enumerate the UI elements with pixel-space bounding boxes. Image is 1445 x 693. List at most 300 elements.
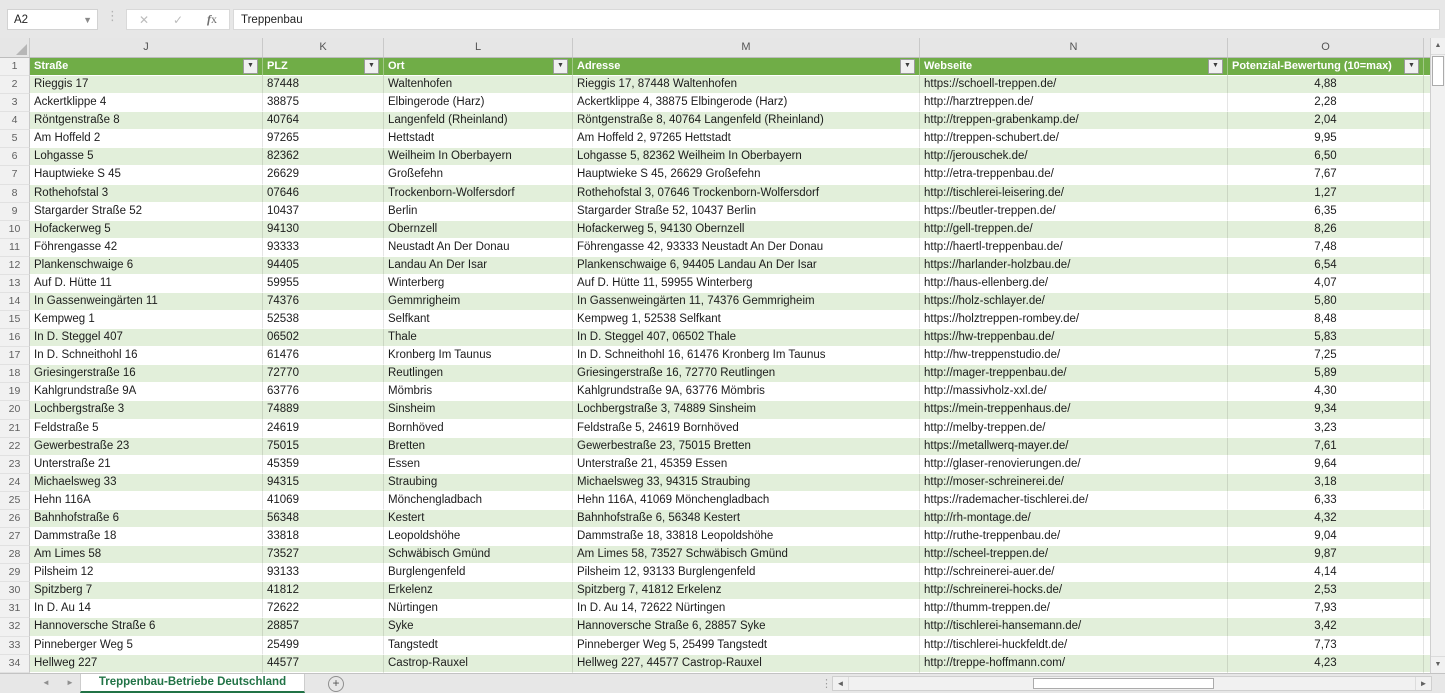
cell-strasse[interactable]: Plankenschwaige 6 bbox=[30, 257, 263, 275]
cell-webseite[interactable]: http://tischlerei-hansemann.de/ bbox=[920, 618, 1228, 636]
cell-ort[interactable]: Bretten bbox=[384, 438, 573, 456]
table-row bbox=[0, 438, 1430, 456]
table-row bbox=[0, 420, 1430, 438]
row-header[interactable]: 11 bbox=[0, 239, 30, 257]
row-header[interactable]: 10 bbox=[0, 221, 30, 239]
cell-adresse[interactable]: Föhrengasse 42, 93333 Neustadt An Der Donau bbox=[573, 239, 920, 257]
cell-webseite[interactable]: https://rademacher-tischlerei.de/ bbox=[920, 492, 1228, 510]
cell-strasse[interactable]: Hannoversche Straße 6 bbox=[30, 618, 263, 636]
cell-strasse[interactable]: Hauptwieke S 45 bbox=[30, 166, 263, 184]
row-header[interactable]: 15 bbox=[0, 311, 30, 329]
row-header[interactable]: 21 bbox=[0, 420, 30, 438]
table-row bbox=[0, 166, 1430, 184]
cell-plz[interactable]: 33818 bbox=[263, 528, 384, 546]
cell-plz[interactable]: 10437 bbox=[263, 203, 384, 221]
cell-ort[interactable]: Trockenborn-Wolfersdorf bbox=[384, 185, 573, 203]
cell-ort[interactable]: Erkelenz bbox=[384, 582, 573, 600]
cell-ort[interactable]: Winterberg bbox=[384, 275, 573, 293]
row-header[interactable]: 14 bbox=[0, 293, 30, 311]
cell-ort[interactable]: Nürtingen bbox=[384, 600, 573, 618]
cell-potenzial[interactable]: 7,25 bbox=[1228, 347, 1424, 365]
cell-strasse[interactable]: In D. Schneithohl 16 bbox=[30, 347, 263, 365]
cell-strasse[interactable]: Michaelsweg 33 bbox=[30, 474, 263, 492]
cell-strasse[interactable]: Griesingerstraße 16 bbox=[30, 365, 263, 383]
scroll-right-icon[interactable]: ► bbox=[1415, 677, 1431, 690]
sheet-nav-right-icon[interactable]: ► bbox=[66, 678, 74, 687]
header-cell-strasse[interactable] bbox=[30, 58, 263, 76]
cell-strasse[interactable]: Hehn 116A bbox=[30, 492, 263, 510]
filter-dropdown-icon[interactable]: ▼ bbox=[1208, 59, 1223, 74]
cell-plz[interactable]: 72622 bbox=[263, 600, 384, 618]
cell-strasse[interactable]: Rothehofstal 3 bbox=[30, 185, 263, 203]
column-letter-N[interactable]: N bbox=[920, 38, 1228, 57]
cell-plz[interactable]: 94315 bbox=[263, 474, 384, 492]
cell-adresse[interactable]: In D. Schneithohl 16, 61476 Kronberg Im Taunus bbox=[573, 347, 920, 365]
column-letter-K[interactable]: K bbox=[263, 38, 384, 57]
cell-ort[interactable]: Kronberg Im Taunus bbox=[384, 347, 573, 365]
header-cell-plz[interactable] bbox=[263, 58, 384, 76]
chevron-down-icon[interactable]: ▼ bbox=[83, 14, 92, 25]
row-header[interactable]: 20 bbox=[0, 401, 30, 419]
cell-webseite[interactable]: http://schreinerei-hocks.de/ bbox=[920, 582, 1228, 600]
row-header[interactable]: 33 bbox=[0, 637, 30, 655]
row-header[interactable]: 23 bbox=[0, 456, 30, 474]
column-letter-M[interactable]: M bbox=[573, 38, 920, 57]
filter-dropdown-icon[interactable]: ▼ bbox=[364, 59, 379, 74]
cell-ort[interactable]: Thale bbox=[384, 329, 573, 347]
cell-webseite[interactable]: https://schoell-treppen.de/ bbox=[920, 76, 1228, 94]
cell-plz[interactable]: 94130 bbox=[263, 221, 384, 239]
cell-strasse[interactable]: Hellweg 227 bbox=[30, 655, 263, 673]
sheet-tab-treppenbau[interactable] bbox=[80, 674, 305, 693]
cell-webseite[interactable]: https://metallwerq-mayer.de/ bbox=[920, 438, 1228, 456]
cell-webseite[interactable]: http://ruthe-treppenbau.de/ bbox=[920, 528, 1228, 546]
cancel-icon[interactable]: ✕ bbox=[138, 12, 150, 27]
cell-adresse[interactable]: Am Hoffeld 2, 97265 Hettstadt bbox=[573, 130, 920, 148]
table-row bbox=[0, 492, 1430, 510]
row-header[interactable]: 17 bbox=[0, 347, 30, 365]
cell-strasse[interactable]: Pilsheim 12 bbox=[30, 564, 263, 582]
cell-adresse[interactable]: Michaelsweg 33, 94315 Straubing bbox=[573, 474, 920, 492]
horizontal-scroll-thumb[interactable] bbox=[1033, 678, 1214, 689]
cell-ort[interactable]: Selfkant bbox=[384, 311, 573, 329]
cell-webseite[interactable]: http://melby-treppen.de/ bbox=[920, 420, 1228, 438]
cell-ort[interactable]: Kestert bbox=[384, 510, 573, 528]
cell-plz[interactable]: 61476 bbox=[263, 347, 384, 365]
name-box-value: A2 bbox=[14, 13, 29, 26]
row-header[interactable]: 30 bbox=[0, 582, 30, 600]
table-row bbox=[0, 130, 1430, 148]
cell-potenzial[interactable]: 4,30 bbox=[1228, 383, 1424, 401]
cell-adresse[interactable]: Kahlgrundstraße 9A, 63776 Mömbris bbox=[573, 383, 920, 401]
cell-webseite[interactable]: http://scheel-treppen.de/ bbox=[920, 546, 1228, 564]
cell-ort[interactable]: Leopoldshöhe bbox=[384, 528, 573, 546]
row-header[interactable]: 26 bbox=[0, 510, 30, 528]
cell-adresse[interactable]: Hauptwieke S 45, 26629 Großefehn bbox=[573, 166, 920, 184]
cell-potenzial[interactable]: 9,34 bbox=[1228, 401, 1424, 419]
table-row bbox=[0, 655, 1430, 673]
table-row bbox=[0, 546, 1430, 564]
row-header[interactable]: 18 bbox=[0, 365, 30, 383]
table-row bbox=[0, 203, 1430, 221]
formula-bar-strip bbox=[0, 0, 1445, 38]
column-letter-J[interactable]: J bbox=[30, 38, 263, 57]
scroll-left-icon[interactable]: ◄ bbox=[833, 677, 849, 690]
cell-strasse[interactable]: Dammstraße 18 bbox=[30, 528, 263, 546]
cell-adresse[interactable]: Rothehofstal 3, 07646 Trockenborn-Wolfersdorf bbox=[573, 185, 920, 203]
cell-potenzial[interactable]: 4,32 bbox=[1228, 510, 1424, 528]
cell-adresse[interactable]: Stargarder Straße 52, 10437 Berlin bbox=[573, 203, 920, 221]
cell-plz[interactable]: 75015 bbox=[263, 438, 384, 456]
cell-webseite[interactable]: https://harlander-holzbau.de/ bbox=[920, 257, 1228, 275]
cell-ort[interactable]: Castrop-Rauxel bbox=[384, 655, 573, 673]
cell-plz[interactable]: 45359 bbox=[263, 456, 384, 474]
cell-strasse[interactable]: Hofackerweg 5 bbox=[30, 221, 263, 239]
cell-adresse[interactable]: Hellweg 227, 44577 Castrop-Rauxel bbox=[573, 655, 920, 673]
cell-strasse[interactable]: Lochbergstraße 3 bbox=[30, 401, 263, 419]
cell-potenzial[interactable]: 4,88 bbox=[1228, 76, 1424, 94]
cell-strasse[interactable]: Röntgenstraße 8 bbox=[30, 112, 263, 130]
cell-webseite[interactable]: http://jerouschek.de/ bbox=[920, 148, 1228, 166]
cell-potenzial[interactable]: 6,54 bbox=[1228, 257, 1424, 275]
cell-potenzial[interactable]: 4,14 bbox=[1228, 564, 1424, 582]
cell-ort[interactable]: Sinsheim bbox=[384, 401, 573, 419]
filter-dropdown-icon[interactable]: ▼ bbox=[553, 59, 568, 74]
scroll-up-icon[interactable]: ▲ bbox=[1431, 38, 1445, 55]
cell-webseite[interactable]: https://mein-treppenhaus.de/ bbox=[920, 401, 1228, 419]
table-row bbox=[0, 383, 1430, 401]
cell-potenzial[interactable]: 9,64 bbox=[1228, 456, 1424, 474]
cell-strasse[interactable]: Lohgasse 5 bbox=[30, 148, 263, 166]
cell-potenzial[interactable]: 4,07 bbox=[1228, 275, 1424, 293]
horizontal-scrollbar[interactable] bbox=[832, 676, 1432, 691]
cell-plz[interactable]: 97265 bbox=[263, 130, 384, 148]
cell-potenzial[interactable]: 1,27 bbox=[1228, 185, 1424, 203]
row-header[interactable]: 27 bbox=[0, 528, 30, 546]
row-header[interactable]: 4 bbox=[0, 112, 30, 130]
cell-webseite[interactable]: http://schreinerei-auer.de/ bbox=[920, 564, 1228, 582]
cell-ort[interactable]: Elbingerode (Harz) bbox=[384, 94, 573, 112]
table-row bbox=[0, 582, 1430, 600]
cell-webseite[interactable]: http://rh-montage.de/ bbox=[920, 510, 1228, 528]
cell-plz[interactable]: 44577 bbox=[263, 655, 384, 673]
cell-webseite[interactable]: http://haertl-treppenbau.de/ bbox=[920, 239, 1228, 257]
cell-strasse[interactable]: Stargarder Straße 52 bbox=[30, 203, 263, 221]
cell-plz[interactable]: 74889 bbox=[263, 401, 384, 419]
cell-potenzial[interactable]: 7,48 bbox=[1228, 239, 1424, 257]
cell-adresse[interactable]: Bahnhofstraße 6, 56348 Kestert bbox=[573, 510, 920, 528]
cell-plz[interactable]: 63776 bbox=[263, 383, 384, 401]
vertical-scroll-thumb[interactable] bbox=[1432, 56, 1444, 86]
cell-strasse[interactable]: Gewerbestraße 23 bbox=[30, 438, 263, 456]
sheet-tab-label: Treppenbau-Betriebe Deutschland bbox=[98, 676, 287, 688]
filter-dropdown-icon[interactable]: ▼ bbox=[900, 59, 915, 74]
name-box[interactable] bbox=[7, 9, 98, 30]
cell-adresse[interactable]: Griesingerstraße 16, 72770 Reutlingen bbox=[573, 365, 920, 383]
cell-adresse[interactable]: Gewerbestraße 23, 75015 Bretten bbox=[573, 438, 920, 456]
cell-potenzial[interactable]: 3,23 bbox=[1228, 420, 1424, 438]
cell-adresse[interactable]: Am Limes 58, 73527 Schwäbisch Gmünd bbox=[573, 546, 920, 564]
cell-ort[interactable]: Langenfeld (Rheinland) bbox=[384, 112, 573, 130]
row-header[interactable]: 28 bbox=[0, 546, 30, 564]
cell-webseite[interactable]: http://harztreppen.de/ bbox=[920, 94, 1228, 112]
table-row bbox=[0, 637, 1430, 655]
cell-potenzial[interactable]: 8,26 bbox=[1228, 221, 1424, 239]
row-header[interactable]: 19 bbox=[0, 383, 30, 401]
cell-ort[interactable]: Syke bbox=[384, 618, 573, 636]
cell-webseite[interactable]: http://treppen-grabenkamp.de/ bbox=[920, 112, 1228, 130]
cell-adresse[interactable]: In Gassenweingärten 11, 74376 Gemmrigheim bbox=[573, 293, 920, 311]
cell-adresse[interactable]: Pinneberger Weg 5, 25499 Tangstedt bbox=[573, 637, 920, 655]
row-header[interactable]: 5 bbox=[0, 130, 30, 148]
cell-strasse[interactable]: Am Limes 58 bbox=[30, 546, 263, 564]
cell-adresse[interactable]: In D. Steggel 407, 06502 Thale bbox=[573, 329, 920, 347]
insert-function-icon[interactable]: fx bbox=[207, 12, 217, 26]
cell-adresse[interactable]: Lochbergstraße 3, 74889 Sinsheim bbox=[573, 401, 920, 419]
select-all-corner[interactable] bbox=[0, 38, 30, 57]
cell-strasse[interactable]: Bahnhofstraße 6 bbox=[30, 510, 263, 528]
cell-ort[interactable]: Schwäbisch Gmünd bbox=[384, 546, 573, 564]
column-letter-L[interactable]: L bbox=[384, 38, 573, 57]
cell-strasse[interactable]: Föhrengasse 42 bbox=[30, 239, 263, 257]
column-header-label: Straße bbox=[34, 60, 69, 73]
cell-adresse[interactable]: Lohgasse 5, 82362 Weilheim In Oberbayern bbox=[573, 148, 920, 166]
row-header[interactable]: 13 bbox=[0, 275, 30, 293]
cell-plz[interactable]: 07646 bbox=[263, 185, 384, 203]
row-header[interactable]: 29 bbox=[0, 564, 30, 582]
cell-potenzial[interactable]: 5,83 bbox=[1228, 329, 1424, 347]
column-letter-O[interactable]: O bbox=[1228, 38, 1424, 57]
cell-ort[interactable]: Waltenhofen bbox=[384, 76, 573, 94]
row-header[interactable]: 31 bbox=[0, 600, 30, 618]
splitter-dots-icon[interactable]: ⋮ bbox=[821, 678, 832, 690]
row-header[interactable]: 7 bbox=[0, 166, 30, 184]
cell-potenzial[interactable]: 5,80 bbox=[1228, 293, 1424, 311]
cell-webseite[interactable]: http://massivholz-xxl.de/ bbox=[920, 383, 1228, 401]
cell-adresse[interactable]: Ackertklippe 4, 38875 Elbingerode (Harz) bbox=[573, 94, 920, 112]
cell-ort[interactable]: Weilheim In Oberbayern bbox=[384, 148, 573, 166]
cell-plz[interactable]: 59955 bbox=[263, 275, 384, 293]
cell-strasse[interactable]: Feldstraße 5 bbox=[30, 420, 263, 438]
cell-plz[interactable]: 93133 bbox=[263, 564, 384, 582]
cell-strasse[interactable]: Auf D. Hütte 11 bbox=[30, 275, 263, 293]
cell-plz[interactable]: 52538 bbox=[263, 311, 384, 329]
cell-ort[interactable]: Bornhöved bbox=[384, 420, 573, 438]
cell-potenzial[interactable]: 2,28 bbox=[1228, 94, 1424, 112]
cell-strasse[interactable]: Pinneberger Weg 5 bbox=[30, 637, 263, 655]
cell-adresse[interactable]: Hannoversche Straße 6, 28857 Syke bbox=[573, 618, 920, 636]
cell-plz[interactable]: 93333 bbox=[263, 239, 384, 257]
cell-strasse[interactable]: Rieggis 17 bbox=[30, 76, 263, 94]
cell-webseite[interactable]: http://tischlerei-leisering.de/ bbox=[920, 185, 1228, 203]
enter-icon[interactable]: ✓ bbox=[172, 12, 184, 27]
cell-webseite[interactable]: http://tischlerei-huckfeldt.de/ bbox=[920, 637, 1228, 655]
cell-ort[interactable]: Tangstedt bbox=[384, 637, 573, 655]
cell-potenzial[interactable]: 7,61 bbox=[1228, 438, 1424, 456]
row-header[interactable]: 24 bbox=[0, 474, 30, 492]
cell-ort[interactable]: Mönchengladbach bbox=[384, 492, 573, 510]
row-header[interactable]: 3 bbox=[0, 94, 30, 112]
filter-dropdown-icon[interactable]: ▼ bbox=[1404, 59, 1419, 74]
cell-ort[interactable]: Mömbris bbox=[384, 383, 573, 401]
cell-adresse[interactable]: In D. Au 14, 72622 Nürtingen bbox=[573, 600, 920, 618]
cell-plz[interactable]: 28857 bbox=[263, 618, 384, 636]
table-row bbox=[0, 365, 1430, 383]
cell-potenzial[interactable]: 9,95 bbox=[1228, 130, 1424, 148]
cell-adresse[interactable]: Hehn 116A, 41069 Mönchengladbach bbox=[573, 492, 920, 510]
cell-potenzial[interactable]: 9,04 bbox=[1228, 528, 1424, 546]
cell-strasse[interactable]: In D. Au 14 bbox=[30, 600, 263, 618]
row-header[interactable]: 9 bbox=[0, 203, 30, 221]
cell-ort[interactable]: Neustadt An Der Donau bbox=[384, 239, 573, 257]
cell-plz[interactable]: 56348 bbox=[263, 510, 384, 528]
cell-webseite[interactable]: http://treppe-hoffmann.com/ bbox=[920, 655, 1228, 673]
header-cell-ort[interactable] bbox=[384, 58, 573, 76]
header-cell-potenzial[interactable] bbox=[1228, 58, 1424, 76]
cell-strasse[interactable]: Ackertklippe 4 bbox=[30, 94, 263, 112]
table-row bbox=[0, 510, 1430, 528]
cell-adresse[interactable]: Unterstraße 21, 45359 Essen bbox=[573, 456, 920, 474]
cell-ort[interactable]: Gemmrigheim bbox=[384, 293, 573, 311]
cell-plz[interactable]: 40764 bbox=[263, 112, 384, 130]
table-row bbox=[0, 600, 1430, 618]
header-cell-webseite[interactable] bbox=[920, 58, 1228, 76]
row-header[interactable]: 16 bbox=[0, 329, 30, 347]
cell-strasse[interactable]: In Gassenweingärten 11 bbox=[30, 293, 263, 311]
cell-potenzial[interactable]: 9,87 bbox=[1228, 546, 1424, 564]
cell-potenzial[interactable]: 3,18 bbox=[1228, 474, 1424, 492]
sheet-nav-left-icon[interactable]: ◄ bbox=[42, 678, 50, 687]
cell-adresse[interactable]: Rieggis 17, 87448 Waltenhofen bbox=[573, 76, 920, 94]
cell-strasse[interactable]: Kahlgrundstraße 9A bbox=[30, 383, 263, 401]
table-row bbox=[0, 76, 1430, 94]
cell-ort[interactable]: Reutlingen bbox=[384, 365, 573, 383]
cell-webseite[interactable]: https://hw-treppenbau.de/ bbox=[920, 329, 1228, 347]
cell-potenzial[interactable]: 6,33 bbox=[1228, 492, 1424, 510]
cell-adresse[interactable]: Röntgenstraße 8, 40764 Langenfeld (Rheinland) bbox=[573, 112, 920, 130]
cell-plz[interactable]: 94405 bbox=[263, 257, 384, 275]
cell-strasse[interactable]: Am Hoffeld 2 bbox=[30, 130, 263, 148]
row-header[interactable]: 6 bbox=[0, 148, 30, 166]
row-header[interactable]: 2 bbox=[0, 76, 30, 94]
table-row bbox=[0, 221, 1430, 239]
cell-strasse[interactable]: Spitzberg 7 bbox=[30, 582, 263, 600]
cell-potenzial[interactable]: 3,42 bbox=[1228, 618, 1424, 636]
cell-plz[interactable]: 24619 bbox=[263, 420, 384, 438]
row-header[interactable]: 12 bbox=[0, 257, 30, 275]
cell-webseite[interactable]: http://gell-treppen.de/ bbox=[920, 221, 1228, 239]
row-header[interactable]: 25 bbox=[0, 492, 30, 510]
cell-plz[interactable]: 26629 bbox=[263, 166, 384, 184]
cell-potenzial[interactable]: 8,48 bbox=[1228, 311, 1424, 329]
row-header[interactable]: 22 bbox=[0, 438, 30, 456]
cell-strasse[interactable]: In D. Steggel 407 bbox=[30, 329, 263, 347]
cell-adresse[interactable]: Auf D. Hütte 11, 59955 Winterberg bbox=[573, 275, 920, 293]
column-headers bbox=[0, 38, 1430, 58]
vertical-scrollbar[interactable] bbox=[1430, 38, 1445, 673]
cell-plz[interactable]: 74376 bbox=[263, 293, 384, 311]
formula-text: Treppenbau bbox=[241, 13, 303, 26]
table-row bbox=[0, 564, 1430, 582]
cell-potenzial[interactable]: 5,89 bbox=[1228, 365, 1424, 383]
cell-potenzial[interactable]: 7,93 bbox=[1228, 600, 1424, 618]
table-row bbox=[0, 474, 1430, 492]
cell-ort[interactable]: Straubing bbox=[384, 474, 573, 492]
row-header[interactable]: 32 bbox=[0, 618, 30, 636]
cell-ort[interactable]: Burglengenfeld bbox=[384, 564, 573, 582]
row-header[interactable]: 34 bbox=[0, 655, 30, 673]
cell-adresse[interactable]: Spitzberg 7, 41812 Erkelenz bbox=[573, 582, 920, 600]
table-row bbox=[0, 528, 1430, 546]
row-header[interactable]: 8 bbox=[0, 185, 30, 203]
cell-ort[interactable]: Essen bbox=[384, 456, 573, 474]
cell-plz[interactable]: 38875 bbox=[263, 94, 384, 112]
scroll-down-icon[interactable]: ▼ bbox=[1431, 656, 1445, 673]
cell-webseite[interactable]: http://treppen-schubert.de/ bbox=[920, 130, 1228, 148]
cell-webseite[interactable]: http://haus-ellenberg.de/ bbox=[920, 275, 1228, 293]
row-header-1[interactable]: 1 bbox=[0, 58, 30, 76]
cell-adresse[interactable]: Feldstraße 5, 24619 Bornhöved bbox=[573, 420, 920, 438]
cell-plz[interactable]: 41812 bbox=[263, 582, 384, 600]
cell-webseite[interactable]: https://holztreppen-rombey.de/ bbox=[920, 311, 1228, 329]
cell-webseite[interactable]: https://holz-schlayer.de/ bbox=[920, 293, 1228, 311]
cell-adresse[interactable]: Plankenschwaige 6, 94405 Landau An Der Isar bbox=[573, 257, 920, 275]
column-header-label: Webseite bbox=[924, 60, 973, 73]
cell-potenzial[interactable]: 6,50 bbox=[1228, 148, 1424, 166]
cell-adresse[interactable]: Dammstraße 18, 33818 Leopoldshöhe bbox=[573, 528, 920, 546]
cell-strasse[interactable]: Kempweg 1 bbox=[30, 311, 263, 329]
cell-potenzial[interactable]: 7,73 bbox=[1228, 637, 1424, 655]
cell-adresse[interactable]: Kempweg 1, 52538 Selfkant bbox=[573, 311, 920, 329]
header-cell-adresse[interactable] bbox=[573, 58, 920, 76]
cell-adresse[interactable]: Hofackerweg 5, 94130 Obernzell bbox=[573, 221, 920, 239]
table-row bbox=[0, 275, 1430, 293]
cell-webseite[interactable]: http://mager-treppenbau.de/ bbox=[920, 365, 1228, 383]
cell-potenzial[interactable]: 2,53 bbox=[1228, 582, 1424, 600]
cell-potenzial[interactable]: 6,35 bbox=[1228, 203, 1424, 221]
cell-adresse[interactable]: Pilsheim 12, 93133 Burglengenfeld bbox=[573, 564, 920, 582]
cell-plz[interactable]: 25499 bbox=[263, 637, 384, 655]
cell-ort[interactable]: Landau An Der Isar bbox=[384, 257, 573, 275]
cell-ort[interactable]: Hettstadt bbox=[384, 130, 573, 148]
cell-potenzial[interactable]: 4,23 bbox=[1228, 655, 1424, 673]
cell-webseite[interactable]: http://glaser-renovierungen.de/ bbox=[920, 456, 1228, 474]
cell-ort[interactable]: Obernzell bbox=[384, 221, 573, 239]
cell-strasse[interactable]: Unterstraße 21 bbox=[30, 456, 263, 474]
cell-webseite[interactable]: http://thumm-treppen.de/ bbox=[920, 600, 1228, 618]
cell-plz[interactable]: 73527 bbox=[263, 546, 384, 564]
cell-ort[interactable]: Großefehn bbox=[384, 166, 573, 184]
cell-plz[interactable]: 72770 bbox=[263, 365, 384, 383]
cell-plz[interactable]: 87448 bbox=[263, 76, 384, 94]
cell-webseite[interactable]: http://etra-treppenbau.de/ bbox=[920, 166, 1228, 184]
table-row bbox=[0, 347, 1430, 365]
cell-plz[interactable]: 41069 bbox=[263, 492, 384, 510]
cell-webseite[interactable]: http://moser-schreinerei.de/ bbox=[920, 474, 1228, 492]
formula-input[interactable] bbox=[233, 9, 1440, 30]
cell-potenzial[interactable]: 7,67 bbox=[1228, 166, 1424, 184]
cell-potenzial[interactable]: 2,04 bbox=[1228, 112, 1424, 130]
cell-webseite[interactable]: http://hw-treppenstudio.de/ bbox=[920, 347, 1228, 365]
cell-webseite[interactable]: https://beutler-treppen.de/ bbox=[920, 203, 1228, 221]
cell-plz[interactable]: 06502 bbox=[263, 329, 384, 347]
table-row bbox=[0, 618, 1430, 636]
filter-dropdown-icon[interactable]: ▼ bbox=[243, 59, 258, 74]
formula-buttons-group bbox=[126, 9, 230, 30]
cell-plz[interactable]: 82362 bbox=[263, 148, 384, 166]
cell-ort[interactable]: Berlin bbox=[384, 203, 573, 221]
add-sheet-button[interactable]: + bbox=[328, 676, 344, 692]
